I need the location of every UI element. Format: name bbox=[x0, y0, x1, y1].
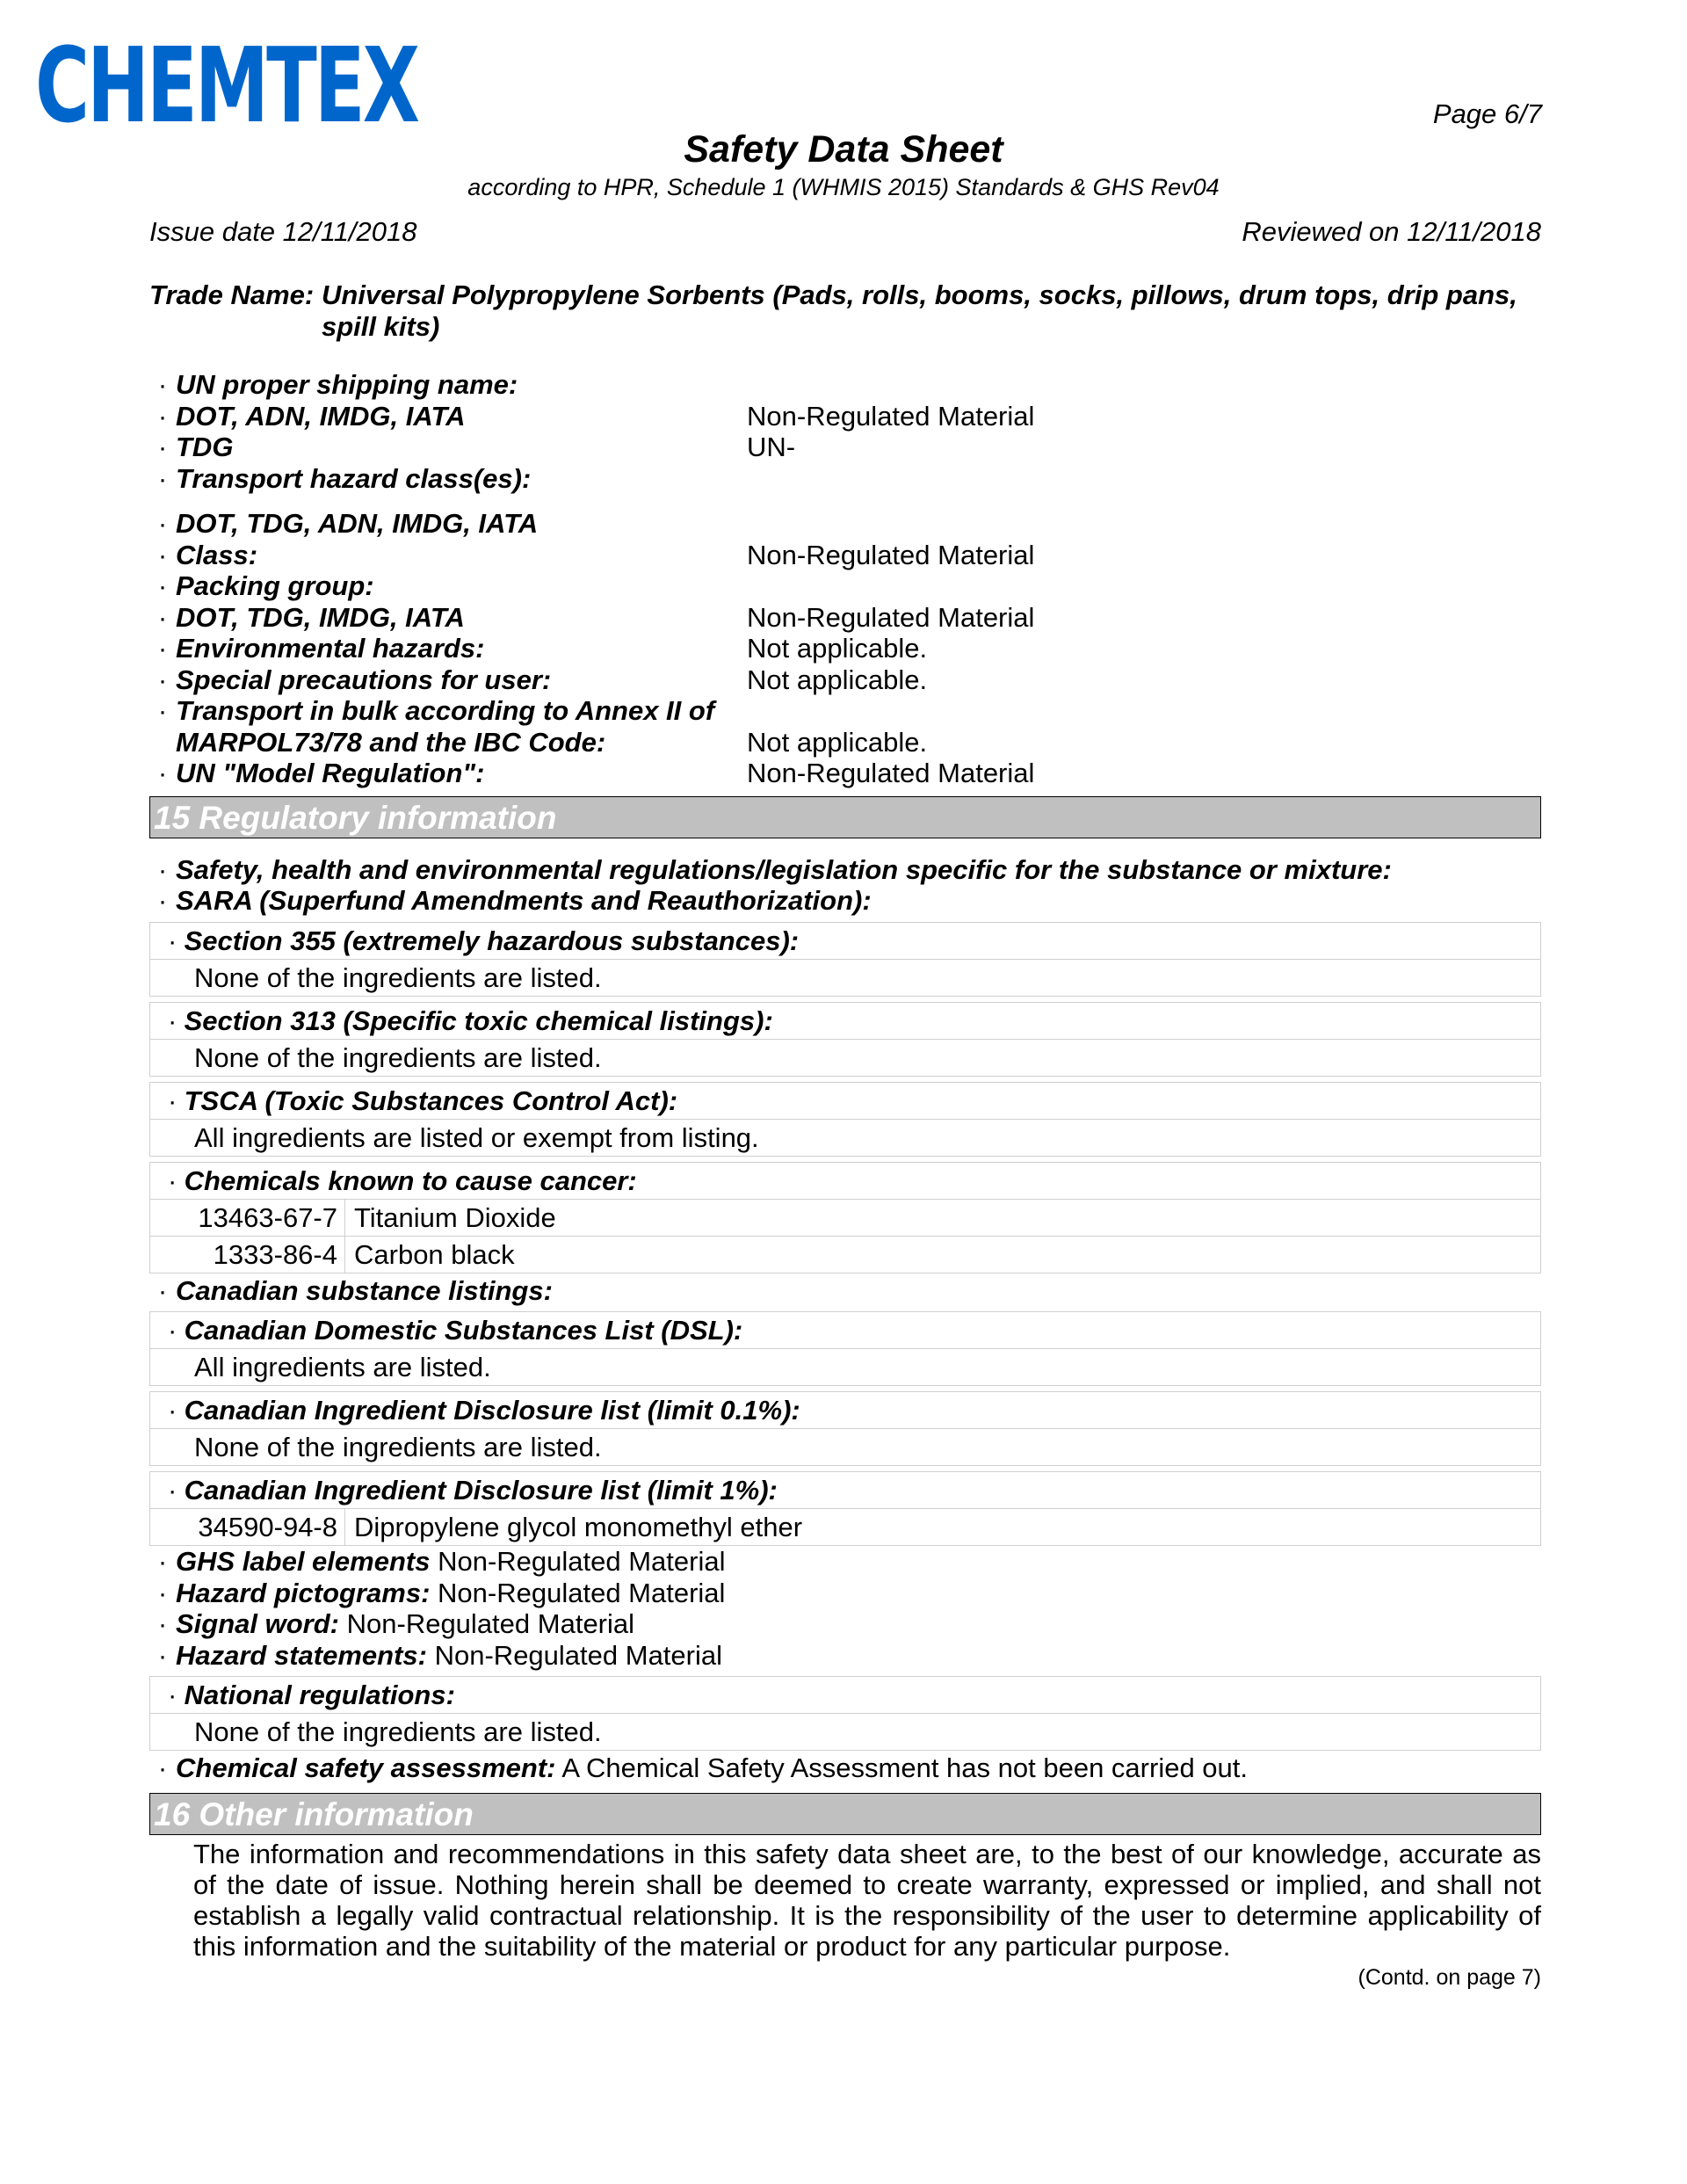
box-header: · Chemicals known to cause cancer: bbox=[150, 1163, 1540, 1200]
idl-01-box bbox=[149, 1391, 1541, 1466]
trade-name-label: Trade Name: bbox=[149, 279, 315, 310]
document-title: Safety Data Sheet bbox=[684, 128, 1003, 171]
table-row: 1333-86-4 Carbon black bbox=[150, 1237, 1540, 1273]
section-16-heading: 16 Other information bbox=[149, 1793, 1541, 1835]
issue-date: Issue date 12/11/2018 bbox=[149, 216, 417, 247]
document-subtitle: according to HPR, Schedule 1 (WHMIS 2015) Standards & GHS Rev04 bbox=[467, 174, 1220, 200]
list-item: · TDG UN- bbox=[157, 432, 796, 462]
list-item: · Signal word: Non-Regulated Material bbox=[157, 1608, 635, 1639]
box-value: All ingredients are listed. bbox=[194, 1352, 491, 1382]
page-number: Page 6/7 bbox=[1432, 98, 1542, 129]
list-item: · Hazard statements: Non-Regulated Material bbox=[157, 1639, 723, 1671]
reviewed-date: Reviewed on 12/11/2018 bbox=[1242, 216, 1541, 247]
box-value: None of the ingredients are listed. bbox=[194, 1432, 602, 1462]
section-313-box bbox=[149, 1002, 1541, 1077]
section-355-box bbox=[149, 922, 1541, 997]
list-item: · UN proper shipping name: bbox=[157, 369, 518, 400]
list-item: · Class: Non-Regulated Material bbox=[157, 539, 1035, 570]
other-information-text: The information and recommendations in this safety data sheet are, to the best of our knowledge, accurate as of the date of issue. Nothing herein shall be deemed to create warranty, expressed or implied, and shall not establish a legally valid contractual relationship. It is the responsibility of the user to determine applicability of this information and the suitability of the material or product for any particular purpose. bbox=[193, 1838, 1541, 1962]
box-value: None of the ingredients are listed. bbox=[194, 1041, 602, 1073]
list-item: · Hazard pictograms: Non-Regulated Material bbox=[157, 1577, 726, 1608]
list-item: · UN "Model Regulation": Non-Regulated Material bbox=[157, 758, 1035, 788]
page-content bbox=[149, 369, 1541, 1991]
list-item: · Transport hazard class(es): bbox=[157, 462, 532, 494]
box-header: · TSCA (Toxic Substances Control Act): bbox=[150, 1083, 1540, 1120]
list-item: MARPOL73/78 and the IBC Code: Not applicable. bbox=[176, 726, 928, 758]
box-header: · Canadian Ingredient Disclosure list (limit 0.1%): bbox=[150, 1392, 1540, 1429]
list-item: · Transport in bulk according to Annex II of bbox=[157, 695, 715, 726]
continued-note: (Contd. on page 7) bbox=[1358, 1964, 1541, 1990]
list-item: · Canadian substance listings: bbox=[157, 1274, 553, 1306]
list-item: · GHS label elements Non-Regulated Material bbox=[157, 1546, 726, 1577]
trade-name bbox=[149, 279, 1555, 343]
box-value: None of the ingredients are listed. bbox=[194, 1716, 602, 1747]
logo-text: CHEMTEX bbox=[35, 25, 419, 146]
table-row: 34590-94-8 Dipropylene glycol monomethyl ether bbox=[150, 1509, 1540, 1545]
chemtex-logo bbox=[35, 25, 422, 146]
table-row: 13463-67-7 Titanium Dioxide bbox=[150, 1200, 1540, 1237]
box-header: · Canadian Ingredient Disclosure list (limit 1%): bbox=[150, 1472, 1540, 1509]
tsca-box bbox=[149, 1082, 1541, 1157]
section-15-heading: 15 Regulatory information bbox=[149, 796, 1541, 838]
list-item: · Special precautions for user: Not applicable. bbox=[157, 664, 928, 695]
dsl-box bbox=[149, 1311, 1541, 1386]
list-item: · DOT, TDG, IMDG, IATA Non-Regulated Material bbox=[157, 601, 1035, 633]
transport-list bbox=[149, 369, 1541, 789]
list-item: · DOT, TDG, ADN, IMDG, IATA bbox=[157, 508, 539, 539]
box-value: All ingredients are listed or exempt from listing. bbox=[194, 1121, 759, 1153]
box-header: · Section 355 (extremely hazardous substances): bbox=[150, 923, 1540, 960]
idl-1-box bbox=[149, 1471, 1541, 1546]
list-item: · Packing group: bbox=[157, 570, 374, 601]
cancer-box bbox=[149, 1162, 1541, 1273]
trade-name-value: Universal Polypropylene Sorbents (Pads, rolls, booms, socks, pillows, drum tops, drip pans, spill kits) bbox=[322, 279, 1517, 342]
box-header: · National regulations: bbox=[150, 1677, 1540, 1714]
box-value: None of the ingredients are listed. bbox=[194, 961, 602, 993]
list-item: · Safety, health and environmental regulations/legislation specific for the substance or mixture: bbox=[157, 853, 1392, 885]
box-header: · Section 313 (Specific toxic chemical listings): bbox=[150, 1003, 1540, 1040]
list-item: · Chemical safety assessment: A Chemical Safety Assessment has not been carried out. bbox=[157, 1752, 1249, 1783]
national-box bbox=[149, 1676, 1541, 1751]
list-item: · SARA (Superfund Amendments and Reauthorization): bbox=[157, 885, 872, 916]
list-item: · DOT, ADN, IMDG, IATA Non-Regulated Material bbox=[157, 400, 1035, 432]
box-header: · Canadian Domestic Substances List (DSL): bbox=[150, 1312, 1540, 1349]
list-item: · Environmental hazards: Not applicable. bbox=[157, 633, 928, 664]
